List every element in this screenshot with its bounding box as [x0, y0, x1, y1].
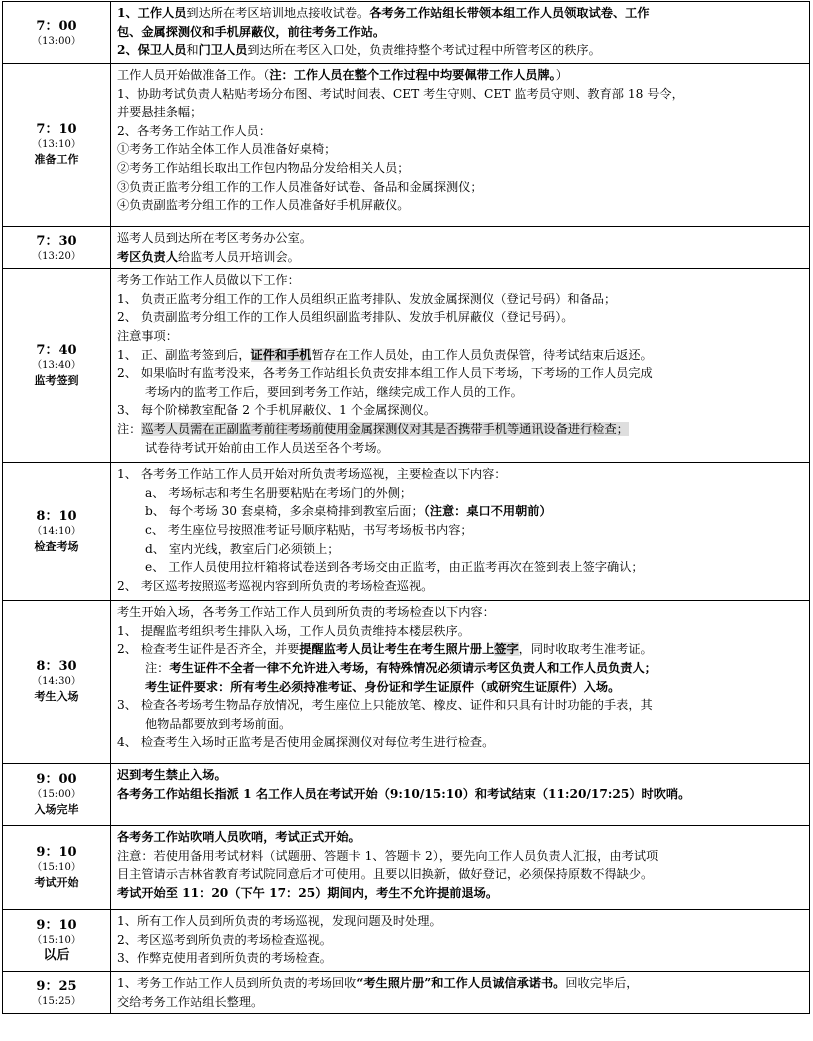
text-segment: d、 室内光线，教室后门必须锁上； [145, 541, 340, 556]
schedule-row [3, 601, 810, 764]
schedule-row [3, 2, 810, 64]
afternoon-time: （15:10） [32, 934, 81, 946]
task-cell [111, 269, 810, 463]
task-line [117, 159, 805, 178]
task-line [117, 248, 805, 267]
schedule-row [3, 910, 810, 972]
text-segment: 注意：若使用备用考试材料（试题册、答题卡 1、答题卡 2），要先向工作人员负责人汇报，由考试项 [117, 848, 659, 863]
task-cell [111, 64, 810, 227]
start-time: 7：30 [36, 233, 77, 249]
phase-label: 监考签到 [34, 373, 79, 387]
task-line [117, 659, 805, 678]
afternoon-time: （15:25） [32, 995, 81, 1007]
task-line [117, 577, 805, 596]
text-segment: 考务工作站工作人员做以下工作： [117, 273, 300, 288]
task-line [117, 484, 805, 503]
text-segment: 1、 提醒监考组织考生排队入场，工作人员负责维持本楼层秩序。 [117, 623, 470, 638]
schedule-row [3, 972, 810, 1014]
schedule-row [3, 463, 810, 601]
task-line [117, 23, 805, 42]
text-segment: 目主管请示吉林省教育考试院同意后才可使用。且要以旧换新，做好登记，必须保持原数不得缺少。 [117, 867, 654, 882]
task-line [117, 828, 805, 847]
task-line [117, 540, 805, 559]
phase-label: 考生入场 [34, 690, 79, 704]
phase-label: 准备工作 [34, 153, 79, 166]
start-time: 9：25 [36, 978, 77, 994]
text-segment: 注： [145, 660, 170, 675]
task-line [117, 502, 805, 521]
text-segment: ，同时收取考生准考证。 [518, 642, 653, 657]
text-segment: e、 工作人员使用拉杆箱将试卷送到各考场交由正监考，由正监考再次在签到表上签字确认； [145, 560, 644, 575]
text-segment: 2、考区巡考到所负责的考场检查巡视。 [117, 932, 332, 947]
task-line [117, 327, 805, 346]
text-segment: 和 [186, 43, 199, 58]
text-segment: 巡考人员需在正副监考前往考场前使用金属探测仪对其是否携带手机等通讯设备进行检查； [141, 421, 629, 436]
task-cell [111, 972, 810, 1014]
text-segment: 3、 每个阶梯教室配备 2 个手机屏蔽仪、1 个金属探测仪。 [117, 403, 437, 418]
text-segment: ④负责副监考分组工作的工作人员准备好手机屏蔽仪。 [117, 198, 410, 213]
text-segment: （注意：桌口不用朝前） [423, 504, 552, 519]
phase-label: 以后 [43, 947, 70, 963]
time-cell [3, 826, 111, 910]
start-time: 9：00 [36, 771, 77, 787]
task-line [117, 4, 805, 23]
text-segment: 并要悬挂条幅； [117, 105, 203, 120]
text-segment: 包、金属探测仪和手机屏蔽仪，前往考务工作站。 [117, 24, 386, 39]
start-time: 9：10 [36, 844, 77, 860]
schedule-row [3, 826, 810, 910]
task-line [117, 912, 805, 931]
start-time: 8：10 [36, 508, 77, 524]
text-segment: 3、 检查各考场考生物品存放情况，考生座位上只能放笔、橡皮、证件和只具有计时功能的手表，其 [117, 698, 653, 713]
time-cell [3, 910, 111, 972]
text-segment: 给监考人员开培训会。 [177, 249, 300, 264]
task-line [117, 465, 805, 484]
task-line [117, 271, 805, 290]
text-segment: 工作人员开始做准备工作。（ [117, 68, 270, 82]
afternoon-time: （15:00） [32, 788, 81, 800]
text-segment: 暂存在工作人员处，由工作人员负责保管，待考试结束后返还。 [311, 347, 653, 362]
task-cell [111, 764, 810, 826]
task-line [117, 949, 805, 968]
text-segment: 考试开始至 11：20（下午 17：25）期间内，考生不允许提前退场。 [117, 885, 499, 900]
phase-label: 检查考场 [34, 539, 79, 553]
task-line [117, 383, 805, 402]
task-cell [111, 601, 810, 764]
text-segment: ③负责正监考分组工作的工作人员准备好试卷、备品和金属探测仪； [117, 179, 483, 194]
text-segment: 证件和手机 [250, 347, 312, 362]
text-segment: 到达所在考区入口处，负责维持整个考试过程中所管考区的秩序。 [247, 43, 601, 58]
text-segment: 回收完毕后， [565, 976, 639, 991]
text-segment: 2、 如果临时有监考没来，各考务工作站组长负责安排本组工作人员下考场，下考场的工作人员完成 [117, 366, 653, 381]
text-segment: ②考务工作站组长取出工作包内物品分发给相关人员； [117, 160, 410, 175]
task-line [117, 103, 805, 122]
text-segment: 注： [117, 421, 142, 436]
task-line [117, 178, 805, 197]
text-segment: “考生照片册”和工作人员诚信承诺书。 [356, 976, 566, 991]
text-segment: 门卫人员 [198, 43, 248, 58]
task-line [117, 766, 805, 785]
task-line [117, 85, 805, 104]
afternoon-time: （14:30） [32, 676, 81, 688]
text-segment: 考生证件不全者一律不允许进入考场，有特殊情况必须请示考区负责人和工作人员负责人； [169, 660, 657, 675]
afternoon-time: （13:00） [32, 35, 81, 47]
text-segment: c、 考生座位号按照准考证号顺序粘贴，书写考场板书内容； [145, 522, 473, 537]
text-segment: 1、所有工作人员到所负责的考场巡视，发现问题及时处理。 [117, 914, 442, 929]
task-cell [111, 463, 810, 601]
afternoon-time: （14:10） [32, 525, 81, 537]
text-segment: 考生证件要求：所有考生必须持准考证、身份证和学生证原件（或研究生证原件）入场。 [145, 679, 621, 694]
text-segment: a、 考场标志和考生名册要粘贴在考场门的外侧； [145, 485, 413, 500]
task-cell [111, 2, 810, 64]
task-cell [111, 227, 810, 269]
task-line [117, 785, 805, 804]
text-segment: 他物品都要放到考场前面。 [145, 716, 292, 731]
text-segment: ①考务工作站全体工作人员准备好桌椅； [117, 142, 337, 157]
start-time: 8：30 [36, 659, 77, 675]
text-segment: 各考务工作站吹哨人员吹哨，考试正式开始。 [117, 830, 361, 845]
text-segment: 2、 检查考生证件是否齐全，并要 [117, 642, 300, 657]
task-line [117, 993, 805, 1012]
task-line [117, 603, 805, 622]
task-cell [111, 826, 810, 910]
text-segment: 3、作弊克使用者到所负责的考场检查。 [117, 951, 332, 966]
text-segment: 到达所在考区培训地点接收试卷。 [186, 6, 370, 20]
text-segment: 1、考务工作站工作人员到所负责的考场回收 [117, 976, 357, 991]
text-segment: 1、协助考试负责人粘贴考场分布图、考试时间表、CET 考生守则、CET 监考员守则、教育部 18 号令， [117, 86, 684, 101]
text-segment: 1、 各考务工作站工作人员开始对所负责考场巡视，主要检查以下内容： [117, 467, 507, 482]
afternoon-time: （15:10） [32, 861, 81, 873]
task-line [117, 229, 805, 248]
phase-label: 考试开始 [34, 875, 79, 889]
text-segment: 考区负责人 [117, 249, 178, 264]
text-segment: 1、 负责正监考分组工作的工作人员组织正监考排队、发放金属探测仪（登记号码）和备品； [117, 291, 617, 306]
time-cell [3, 972, 111, 1014]
text-segment: 提醒监考人员让考生在考生照片册上 [299, 642, 495, 657]
start-time: 7：40 [36, 342, 77, 358]
task-line [117, 122, 805, 141]
time-cell [3, 64, 111, 227]
time-cell [3, 269, 111, 463]
task-line [117, 622, 805, 641]
text-segment: ） [555, 68, 568, 82]
time-cell [3, 463, 111, 601]
schedule-row [3, 227, 810, 269]
schedule-row [3, 269, 810, 463]
schedule-table-body [3, 2, 810, 1014]
task-line [117, 696, 805, 715]
text-segment: 2、各考务工作站工作人员： [117, 123, 272, 138]
text-segment: 注意事项： [117, 328, 178, 343]
task-line [117, 733, 805, 752]
task-line [117, 931, 805, 950]
time-cell [3, 2, 111, 64]
task-line [117, 439, 805, 458]
text-segment: 考生开始入场，各考务工作站工作人员到所负责的考场检查以下内容： [117, 605, 495, 620]
text-segment: 各考务工作站组长带领本组工作人员领取试卷、工作 [369, 6, 650, 20]
task-line [117, 401, 805, 420]
text-segment: 交给考务工作站组长整理。 [117, 994, 264, 1009]
text-segment: 1、工作人员 [117, 6, 187, 20]
task-line [117, 346, 805, 365]
task-line [117, 678, 805, 697]
schedule-row [3, 64, 810, 227]
task-line [117, 420, 805, 439]
task-line [117, 308, 805, 327]
task-line [117, 66, 805, 85]
text-segment: b、 每个考场 30 套桌椅，多余桌椅排到教室后面； [145, 504, 424, 519]
task-line [117, 521, 805, 540]
task-line [117, 558, 805, 577]
task-cell [111, 910, 810, 972]
text-segment: 迟到考生禁止入场。 [117, 768, 227, 783]
time-cell [3, 601, 111, 764]
task-line [117, 847, 805, 866]
time-cell [3, 764, 111, 826]
afternoon-time: （13:20） [32, 250, 81, 262]
task-line [117, 640, 805, 659]
schedule-table [2, 1, 810, 1014]
text-segment: 试卷待考试开始前由工作人员送至各个考场。 [145, 440, 389, 455]
task-line [117, 140, 805, 159]
text-segment: 4、 检查考生入场时正监考是否使用金属探测仪对每位考生进行检查。 [117, 735, 495, 750]
phase-label: 入场完毕 [34, 802, 79, 816]
task-line [117, 974, 805, 993]
text-segment: 各考务工作站组长指派 1 名工作人员在考试开始（9:10/15:10）和考试结束（11:20/17:25）时吹哨。 [117, 786, 691, 801]
text-segment: 1、 正、副监考签到后， [117, 347, 251, 362]
text-segment: 签字 [494, 642, 519, 657]
text-segment: 巡考人员到达所在考区考务办公室。 [117, 231, 312, 245]
task-line [117, 715, 805, 734]
start-time: 7：00 [36, 18, 77, 34]
afternoon-time: （13:40） [32, 359, 81, 371]
task-line [117, 196, 805, 215]
task-line [117, 41, 805, 60]
task-line [117, 865, 805, 884]
text-segment: 2、保卫人员 [117, 43, 187, 58]
text-segment: 注：工作人员在整个工作过程中均要佩带工作人员牌。 [269, 68, 556, 82]
text-segment: 2、 考区巡考按照巡考巡视内容到所负责的考场检查巡视。 [117, 578, 434, 593]
text-segment: 2、 负责副监考分组工作的工作人员组织副监考排队、发放手机屏蔽仪（登记号码）。 [117, 310, 574, 325]
task-line [117, 364, 805, 383]
task-line [117, 290, 805, 309]
task-line [117, 884, 805, 903]
start-time: 9：10 [36, 917, 77, 933]
text-segment: 考场内的监考工作后，要回到考务工作站，继续完成工作人员的工作。 [145, 384, 523, 399]
time-cell [3, 227, 111, 269]
afternoon-time: （13:10） [32, 139, 81, 150]
start-time: 7：10 [36, 122, 77, 137]
schedule-row [3, 764, 810, 826]
